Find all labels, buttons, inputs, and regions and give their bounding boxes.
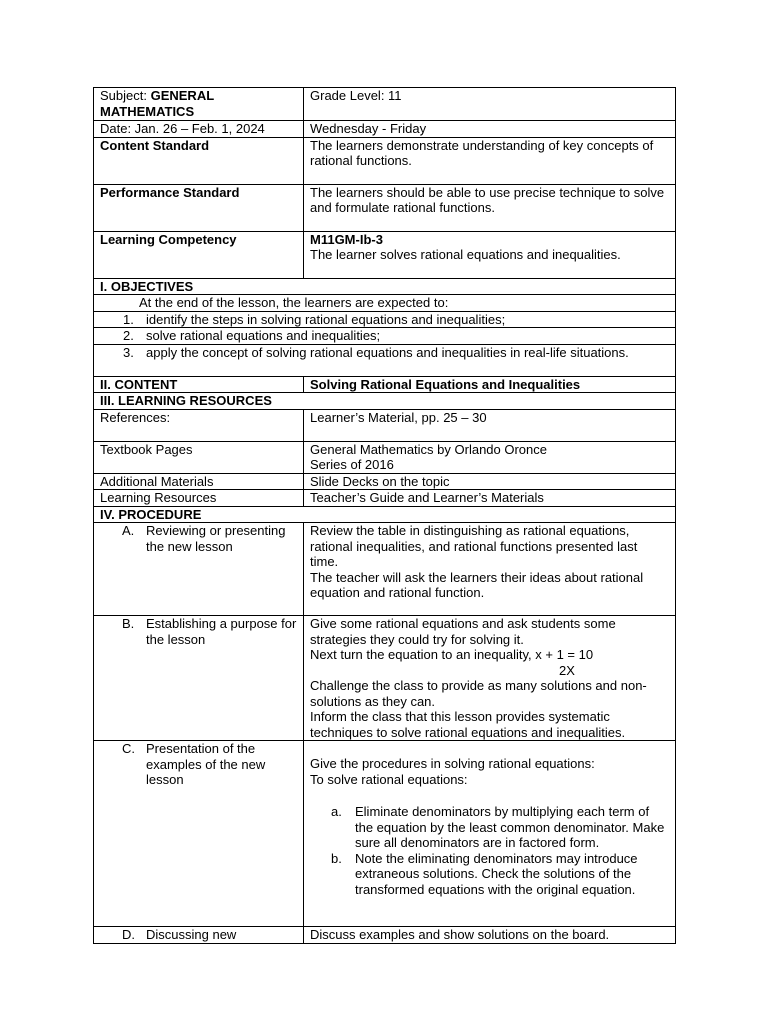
competency-text: The learner solves rational equations and inequalities.	[310, 247, 621, 262]
objective-row	[94, 311, 676, 328]
procedure-d-row	[94, 927, 676, 944]
objective-row	[94, 328, 676, 345]
procedure-b-inequality	[310, 647, 669, 663]
procedure-c-row	[94, 741, 676, 927]
references-value: Learner’s Material, pp. 25 – 30	[304, 409, 676, 441]
objectives-heading: I. OBJECTIVES	[94, 278, 676, 295]
textbook-row	[94, 441, 676, 473]
additional-materials-value: Slide Decks on the topic	[304, 473, 676, 490]
learning-competency-row	[94, 231, 676, 278]
procedure-a-row	[94, 523, 676, 616]
objective-item	[94, 311, 676, 328]
competency-code: M11GM-Ib-3	[310, 231, 383, 247]
learning-resources-label: Learning Resources	[94, 490, 304, 507]
additional-materials-label: Additional Materials	[94, 473, 304, 490]
content-standard-label: Content Standard	[94, 137, 304, 184]
list-item	[310, 804, 669, 851]
procedure-heading: IV. PROCEDURE	[94, 506, 676, 523]
resources-heading: III. LEARNING RESOURCES	[94, 393, 676, 410]
procedure-b-letter: B.	[122, 616, 135, 631]
step-text: Note the eliminating denominators may introduce extraneous solutions. Check the solutions of the transformed equations with the original equation.	[355, 850, 638, 897]
procedure-a-letter: A.	[122, 523, 135, 538]
textbook-title: General Mathematics by Orlando Oronce	[310, 441, 547, 457]
subject-cell	[94, 88, 304, 121]
performance-standard-label: Performance Standard	[94, 184, 304, 231]
textbook-label: Textbook Pages	[94, 441, 304, 473]
content-standard-row	[94, 137, 676, 184]
procedure-a-label-cell	[94, 523, 304, 616]
procedure-b-p4: Inform the class that this lesson provides systematic techniques to solve rational equations and inequalities.	[310, 709, 626, 740]
procedure-b-p3: Challenge the class to provide as many solutions and non-solutions as they can.	[310, 678, 647, 709]
resources-heading-row	[94, 393, 676, 410]
days: Wednesday - Friday	[304, 121, 676, 138]
subject-value: GENERAL MATHEMATICS	[100, 88, 214, 119]
procedure-b-p2-prefix: Next turn the equation to an inequality,	[310, 647, 536, 662]
objective-text: identify the steps in solving rational equations and inequalities;	[146, 311, 506, 327]
procedure-c-label: Presentation of the examples of the new lesson	[146, 741, 266, 787]
procedure-c-p2: To solve rational equations:	[310, 771, 468, 787]
procedure-b-label: Establishing a purpose for the lesson	[146, 616, 297, 647]
procedure-d-label-cell	[94, 927, 304, 944]
subject-row	[94, 88, 676, 121]
learning-competency-cell	[304, 231, 676, 278]
procedure-a-p2: The teacher will ask the learners their ideas about rational equation and rational function.	[310, 569, 644, 600]
procedure-c-p1: Give the procedures in solving rational equations:	[310, 756, 595, 771]
objective-number: 1.	[123, 311, 134, 327]
performance-standard-row	[94, 184, 676, 231]
references-label: References:	[94, 409, 304, 441]
objective-number: 2.	[123, 328, 134, 343]
objectives-intro: At the end of the lesson, the learners are expected to:	[94, 295, 676, 312]
step-text: Eliminate denominators by multiplying each term of the equation by the least common denominator. Make sure all denominators are in factored form.	[355, 804, 665, 850]
objective-row	[94, 344, 676, 376]
subject-label: Subject:	[100, 88, 151, 103]
procedure-b-row	[94, 616, 676, 741]
procedure-c-letter: C.	[122, 741, 135, 756]
procedure-c-label-cell	[94, 741, 304, 927]
fraction-denominator: 2X	[559, 662, 575, 678]
procedure-a-label: Reviewing or presenting the new lesson	[146, 523, 286, 554]
objectives-heading-row	[94, 278, 676, 295]
learning-competency-label: Learning Competency	[94, 231, 304, 278]
textbook-series: Series of 2016	[310, 457, 394, 472]
references-row	[94, 409, 676, 441]
procedure-a-content	[304, 523, 676, 616]
performance-standard-text: The learners should be able to use precise technique to solve and formulate rational functions.	[304, 184, 676, 231]
additional-materials-row	[94, 473, 676, 490]
fraction-numerator: x + 1	[535, 647, 564, 662]
objective-number: 3.	[123, 344, 134, 360]
step-letter: a.	[331, 804, 342, 819]
objective-text: solve rational equations and inequalities;	[146, 328, 381, 343]
procedure-c-content	[304, 741, 676, 927]
learning-resources-value: Teacher’s Guide and Learner’s Materials	[304, 490, 676, 507]
content-row	[94, 376, 676, 393]
procedure-heading-row	[94, 506, 676, 523]
list-item	[310, 851, 669, 898]
procedure-d-label: Discussing new	[146, 927, 237, 942]
content-heading: II. CONTENT	[94, 376, 304, 393]
objective-item	[94, 344, 676, 376]
content-standard-text: The learners demonstrate understanding of key concepts of rational functions.	[304, 137, 676, 184]
grade-level: Grade Level: 11	[304, 88, 676, 121]
fraction-relation: = 10	[563, 647, 594, 662]
objective-text: apply the concept of solving rational equations and inequalities in real-life situations.	[146, 344, 629, 360]
objectives-intro-row	[94, 295, 676, 312]
date: Date: Jan. 26 – Feb. 1, 2024	[94, 121, 304, 138]
textbook-cell	[304, 441, 676, 473]
lesson-plan-table	[93, 87, 676, 944]
date-row	[94, 121, 676, 138]
objective-item	[94, 328, 676, 345]
step-letter: b.	[331, 850, 342, 866]
procedure-b-content	[304, 616, 676, 741]
procedure-d-text: Discuss examples and show solutions on the board.	[304, 927, 676, 944]
procedure-b-label-cell	[94, 616, 304, 741]
procedure-c-steps	[310, 804, 669, 897]
content-value: Solving Rational Equations and Inequalities	[304, 376, 676, 393]
learning-resources-row	[94, 490, 676, 507]
procedure-b-p1: Give some rational equations and ask students some strategies they could try for solving it.	[310, 616, 616, 647]
procedure-a-p1: Review the table in distinguishing as rational equations, rational inequalities, and rational functions presented last time.	[310, 523, 638, 569]
procedure-d-letter: D.	[122, 927, 135, 942]
